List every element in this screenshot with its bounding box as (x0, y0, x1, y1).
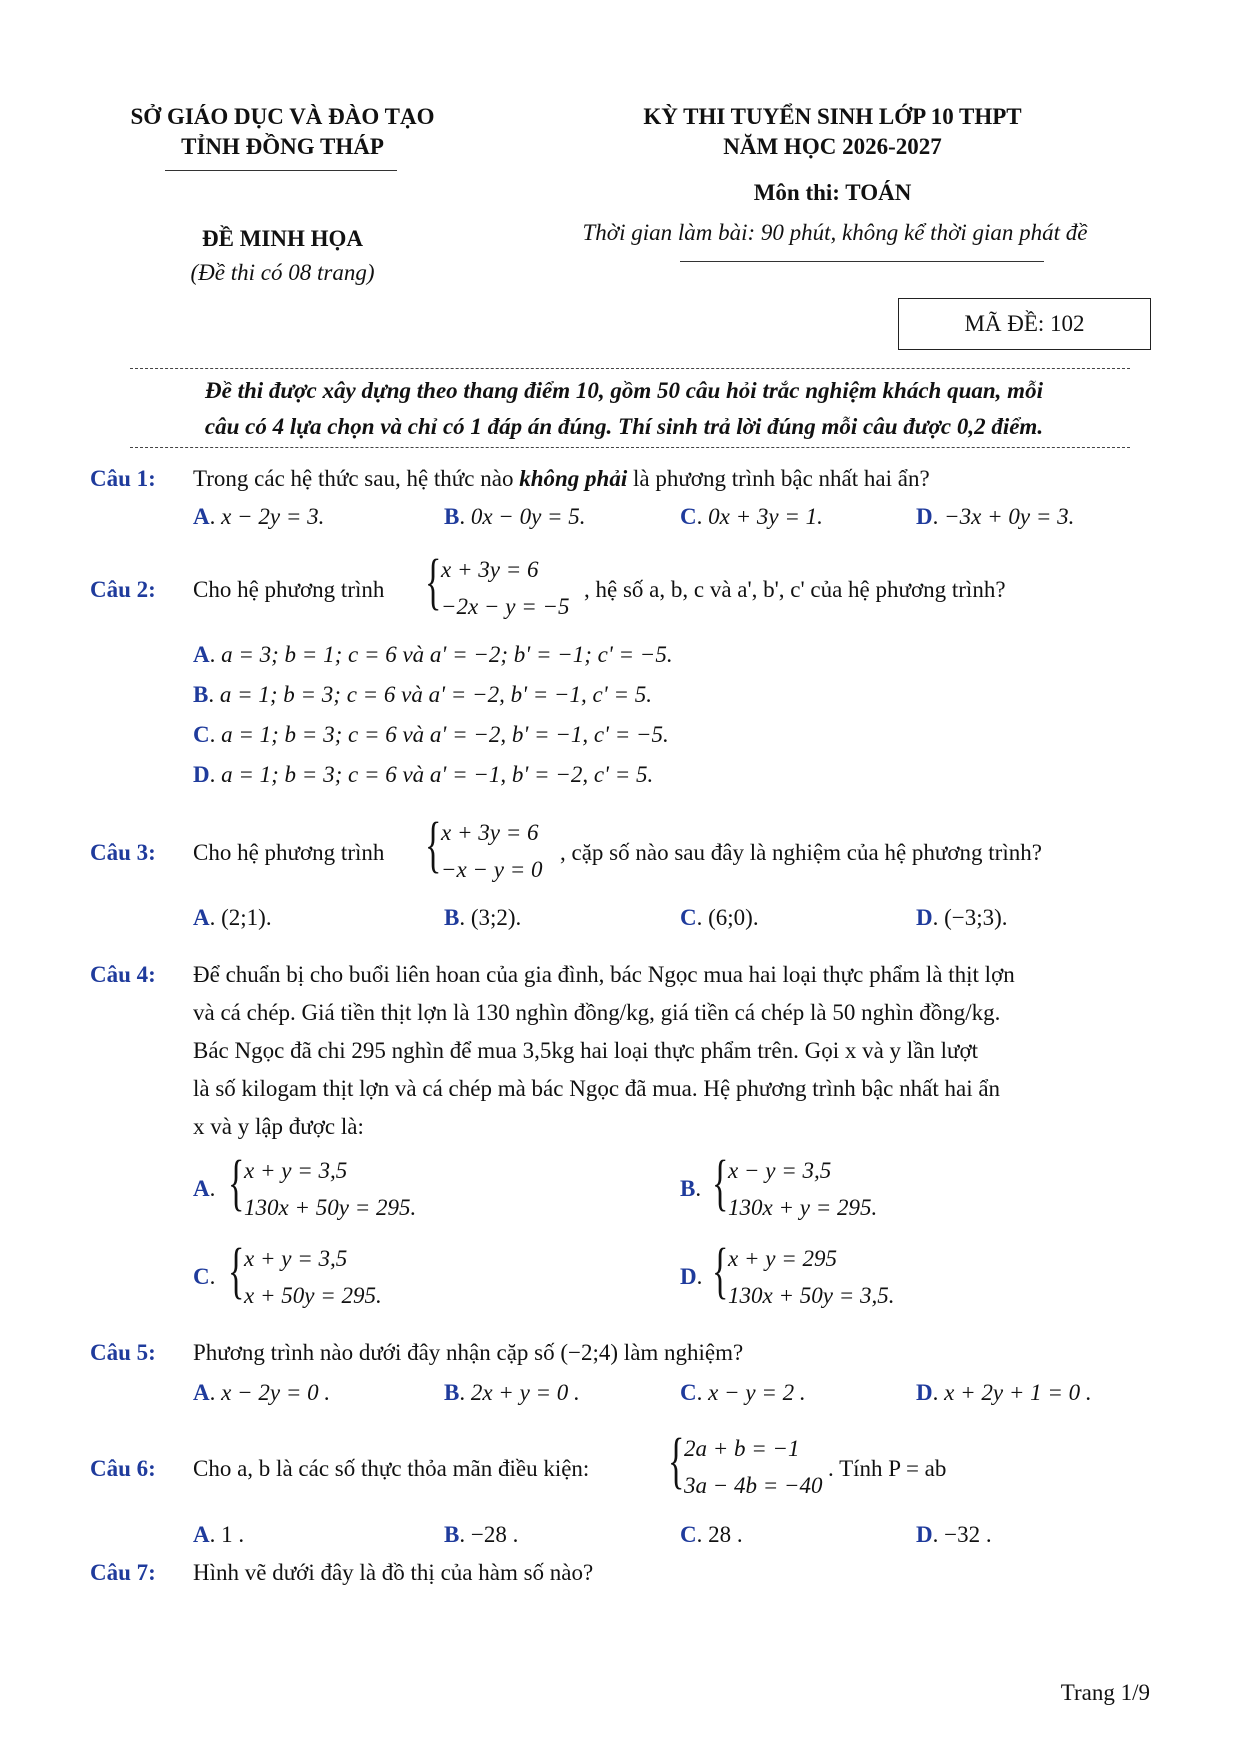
question-5-option-a[interactable]: A. x − 2y = 0 . (193, 1380, 331, 1405)
question-4-line-4: là số kilogam thịt lợn và cá chép mà bác Ngọc đã mua. Hệ phương trình bậc nhất hai ẩn (193, 1076, 1001, 1101)
question-1-option-b[interactable]: B. 0x − 0y = 5. (444, 504, 586, 529)
question-4-option-b-system: { x − y = 3,5 130x + y = 295. (712, 1149, 878, 1220)
question-2-option-a[interactable]: A. a = 3; b = 1; c = 6 và a' = −2; b' = −1; c' = −5. (193, 642, 673, 667)
question-1-label: Câu 1: (90, 466, 156, 491)
question-4-line-5: x và y lập được là: (193, 1114, 364, 1139)
question-6-option-a[interactable]: A. 1 . (193, 1522, 245, 1547)
question-3-option-b[interactable]: B. (3;2). (444, 905, 522, 930)
question-5-text: Phương trình nào dưới đây nhận cặp số (−2;4) làm nghiệm? (193, 1340, 744, 1365)
brace-icon: { (712, 1149, 729, 1217)
question-6-system: { 2a + b = −1 3a − 4b = −40 (668, 1427, 823, 1498)
time-note: Thời gian làm bài: 90 phút, không kể thời gian phát đề (582, 220, 1088, 245)
question-6-label: Câu 6: (90, 1456, 156, 1481)
pages-note: (Đề thi có 08 trang) (190, 260, 375, 285)
question-3-option-c[interactable]: C. (6;0). (680, 905, 759, 930)
subject: Môn thi: TOÁN (753, 180, 912, 205)
question-4-option-a[interactable]: A. (193, 1176, 216, 1201)
question-1-option-c[interactable]: C. 0x + 3y = 1. (680, 504, 823, 529)
province-name: TỈNH ĐỒNG THÁP (181, 134, 384, 159)
question-2-intro: Cho hệ phương trình (193, 577, 385, 602)
question-4-option-d-system: { x + y = 295 130x + 50y = 3,5. (712, 1237, 895, 1308)
question-3-option-d[interactable]: D. (−3;3). (916, 905, 1008, 930)
question-5-option-b[interactable]: B. 2x + y = 0 . (444, 1380, 580, 1405)
question-6-option-c[interactable]: C. 28 . (680, 1522, 743, 1547)
question-5-option-d[interactable]: D. x + 2y + 1 = 0 . (916, 1380, 1092, 1405)
question-2-option-d[interactable]: D. a = 1; b = 3; c = 6 và a' = −1, b' = −2, c' = 5. (193, 762, 654, 787)
question-2-system: { x + 3y = 6 −2x − y = −5 (425, 548, 570, 619)
question-3-system: { x + 3y = 6 −x − y = 0 (425, 811, 543, 882)
question-4-option-c[interactable]: C. (193, 1264, 216, 1289)
question-2-option-c[interactable]: C. a = 1; b = 3; c = 6 và a' = −2, b' = −1, c' = −5. (193, 722, 669, 747)
question-3-option-a[interactable]: A. (2;1). (193, 905, 272, 930)
question-4-line-1: Để chuẩn bị cho buổi liên hoan của gia đình, bác Ngọc mua hai loại thực phẩm là thịt lợn (193, 962, 1015, 987)
question-6-option-d[interactable]: D. −32 . (916, 1522, 992, 1547)
instructions-line-2: câu có 4 lựa chọn và chỉ có 1 đáp án đúng. Thí sinh trả lời đúng mỗi câu được 0,2 điểm. (204, 414, 1044, 439)
instructions-line-1: Đề thi được xây dựng theo thang điểm 10, gồm 50 câu hỏi trắc nghiệm khách quan, mỗi (205, 378, 1043, 403)
brace-icon: { (228, 1149, 245, 1217)
instructions-bottom-divider (130, 447, 1130, 448)
time-note-underline (680, 261, 1044, 262)
page-number: Trang 1/9 (1060, 1680, 1150, 1705)
exam-title: KỲ THI TUYỂN SINH LỚP 10 THPT (643, 104, 1022, 129)
question-2-option-b[interactable]: B. a = 1; b = 3; c = 6 và a' = −2, b' = −1, c' = 5. (193, 682, 652, 707)
brace-icon: { (425, 548, 442, 616)
question-6-text: . Tính P = ab (828, 1456, 947, 1481)
question-5-option-c[interactable]: C. x − y = 2 . (680, 1380, 806, 1405)
question-4-label: Câu 4: (90, 962, 156, 987)
question-4-option-d[interactable]: D. (680, 1264, 703, 1289)
department-name: SỞ GIÁO DỤC VÀ ĐÀO TẠO (130, 104, 435, 129)
question-7-text: Hình vẽ dưới đây là đồ thị của hàm số nào? (193, 1560, 594, 1585)
question-3-label: Câu 3: (90, 840, 156, 865)
question-1-text: Trong các hệ thức sau, hệ thức nào không phải là phương trình bậc nhất hai ẩn? (193, 466, 930, 491)
question-1-option-d[interactable]: D. −3x + 0y = 3. (916, 504, 1075, 529)
question-1-option-a[interactable]: A. x − 2y = 3. (193, 504, 325, 529)
question-4-option-a-system: { x + y = 3,5 130x + 50y = 295. (228, 1149, 417, 1220)
brace-icon: { (668, 1427, 685, 1495)
brace-icon: { (712, 1237, 729, 1305)
question-5-label: Câu 5: (90, 1340, 156, 1365)
school-year: NĂM HỌC 2026-2027 (723, 134, 942, 159)
question-2-label: Câu 2: (90, 577, 156, 602)
header-left-underline (165, 170, 397, 171)
question-4-line-3: Bác Ngọc đã chi 295 nghìn để mua 3,5kg hai loại thực phẩm trên. Gọi x và y lần lượt (193, 1038, 979, 1063)
question-4-option-b[interactable]: B. (680, 1176, 702, 1201)
brace-icon: { (228, 1237, 245, 1305)
question-3-text: , cặp số nào sau đây là nghiệm của hệ phương trình? (560, 840, 1042, 865)
brace-icon: { (425, 811, 442, 879)
question-6-option-b[interactable]: B. −28 . (444, 1522, 519, 1547)
exam-code-box: MÃ ĐỀ: 102 (898, 298, 1151, 350)
instructions-top-divider (130, 368, 1130, 369)
question-4-line-2: và cá chép. Giá tiền thịt lợn là 130 nghìn đồng/kg, giá tiền cá chép là 50 nghìn đồng/kg. (193, 1000, 1001, 1025)
question-2-text: , hệ số a, b, c và a', b', c' của hệ phương trình? (584, 577, 1006, 602)
question-3-intro: Cho hệ phương trình (193, 840, 385, 865)
question-7-label: Câu 7: (90, 1560, 156, 1585)
question-1-emphasis: không phải (519, 466, 628, 491)
question-4-option-c-system: { x + y = 3,5 x + 50y = 295. (228, 1237, 382, 1308)
question-6-intro: Cho a, b là các số thực thỏa mãn điều kiện: (193, 1456, 590, 1481)
exam-type: ĐỀ MINH HỌA (202, 226, 363, 251)
